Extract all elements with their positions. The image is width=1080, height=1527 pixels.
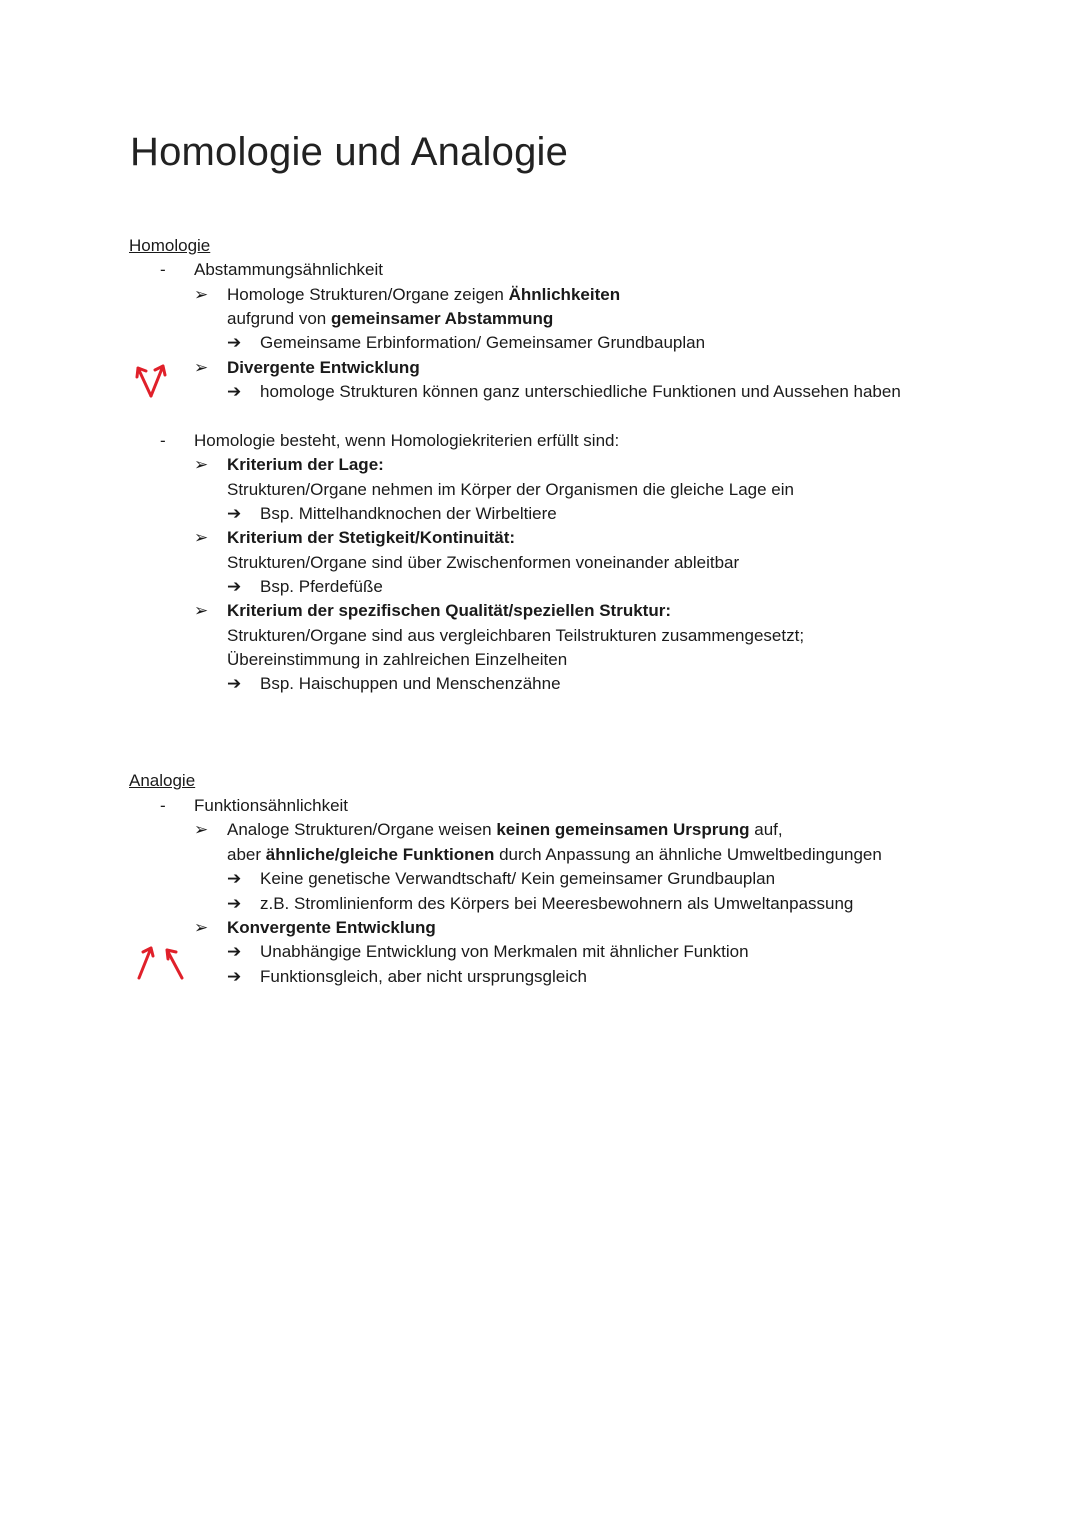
bold-text-run: keinen gemeinsamen Ursprung [496,820,750,839]
list-item-continuation: Strukturen/Organe sind über Zwischenformen voneinander ableitbar [227,553,740,572]
arrow-marker: ➔ [227,577,242,596]
dash-marker: - [160,796,166,815]
arrow-marker: ➔ [227,967,242,986]
text-run: Homologe Strukturen/Organe zeigen [227,285,509,304]
arrow-marker: ➔ [227,674,242,693]
bold-text-run: gemeinsamer Abstammung [330,309,554,328]
section-heading-analogie: Analogie [129,771,196,790]
list-item: z.B. Stromlinienform des Körpers bei Meeresbewohnern als Umweltanpassung [260,894,854,913]
bullet-marker: ➢ [194,528,209,547]
list-item: Funktionsgleich, aber nicht ursprungsgleich [260,967,587,986]
list-item: Kriterium der spezifischen Qualität/speziellen Struktur: [227,601,671,620]
list-item [227,818,783,842]
list-item: Keine genetische Verwandtschaft/ Kein gemeinsamer Grundbauplan [260,869,776,888]
bold-text-run: ähnliche/gleiche Funktionen [265,845,495,864]
bullet-marker: ➢ [194,918,209,937]
dash-marker: - [160,431,166,450]
text-run: durch Anpassung an ähnliche Umweltbedingungen [494,845,882,864]
bold-text-run: Ähnlichkeiten [508,285,621,304]
arrow-marker: ➔ [227,504,242,523]
list-item: Unabhängige Entwicklung von Merkmalen mit ähnlicher Funktion [260,942,749,961]
list-item: Kriterium der Lage: [227,455,384,474]
arrow-marker: ➔ [227,382,242,401]
bullet-marker: ➢ [194,358,209,377]
list-item: Gemeinsame Erbinformation/ Gemeinsamer Grundbauplan [260,333,706,352]
section-heading-homologie: Homologie [129,236,211,255]
list-item-continuation: Übereinstimmung in zahlreichen Einzelheiten [227,650,568,669]
list-item-continuation: Strukturen/Organe sind aus vergleichbaren Teilstrukturen zusammengesetzt; [227,626,805,645]
bullet-marker: ➢ [194,601,209,620]
list-item: Homologie besteht, wenn Homologiekriterien erfüllt sind: [194,431,620,450]
arrow-marker: ➔ [227,894,242,913]
list-item: homologe Strukturen können ganz unterschiedliche Funktionen und Aussehen haben [260,382,901,401]
list-item: Divergente Entwicklung [227,358,420,377]
list-item: Abstammungsähnlichkeit [194,260,383,279]
text-run: auf, [749,820,783,839]
list-item [227,283,620,307]
list-item-continuation [227,843,882,867]
convergent-arrows-icon [134,942,188,982]
divergent-arrows-icon [133,360,169,400]
bullet-marker: ➢ [194,285,209,304]
list-item: Konvergente Entwicklung [227,918,436,937]
list-item: Bsp. Mittelhandknochen der Wirbeltiere [260,504,557,523]
text-run: Analoge Strukturen/Organe weisen [227,820,497,839]
list-item: Kriterium der Stetigkeit/Kontinuität: [227,528,516,547]
list-item: Bsp. Haischuppen und Menschenzähne [260,674,561,693]
bullet-marker: ➢ [194,455,209,474]
list-item-continuation: Strukturen/Organe nehmen im Körper der Organismen die gleiche Lage ein [227,480,794,499]
dash-marker: - [160,260,166,279]
page-title: Homologie und Analogie [130,130,569,174]
arrow-marker: ➔ [227,942,242,961]
list-item-continuation [227,307,553,331]
list-item: Bsp. Pferdefüße [260,577,383,596]
text-run: aufgrund von [227,309,331,328]
list-item: Funktionsähnlichkeit [194,796,349,815]
arrow-marker: ➔ [227,333,242,352]
arrow-marker: ➔ [227,869,242,888]
bullet-marker: ➢ [194,820,209,839]
text-run: aber [227,845,266,864]
